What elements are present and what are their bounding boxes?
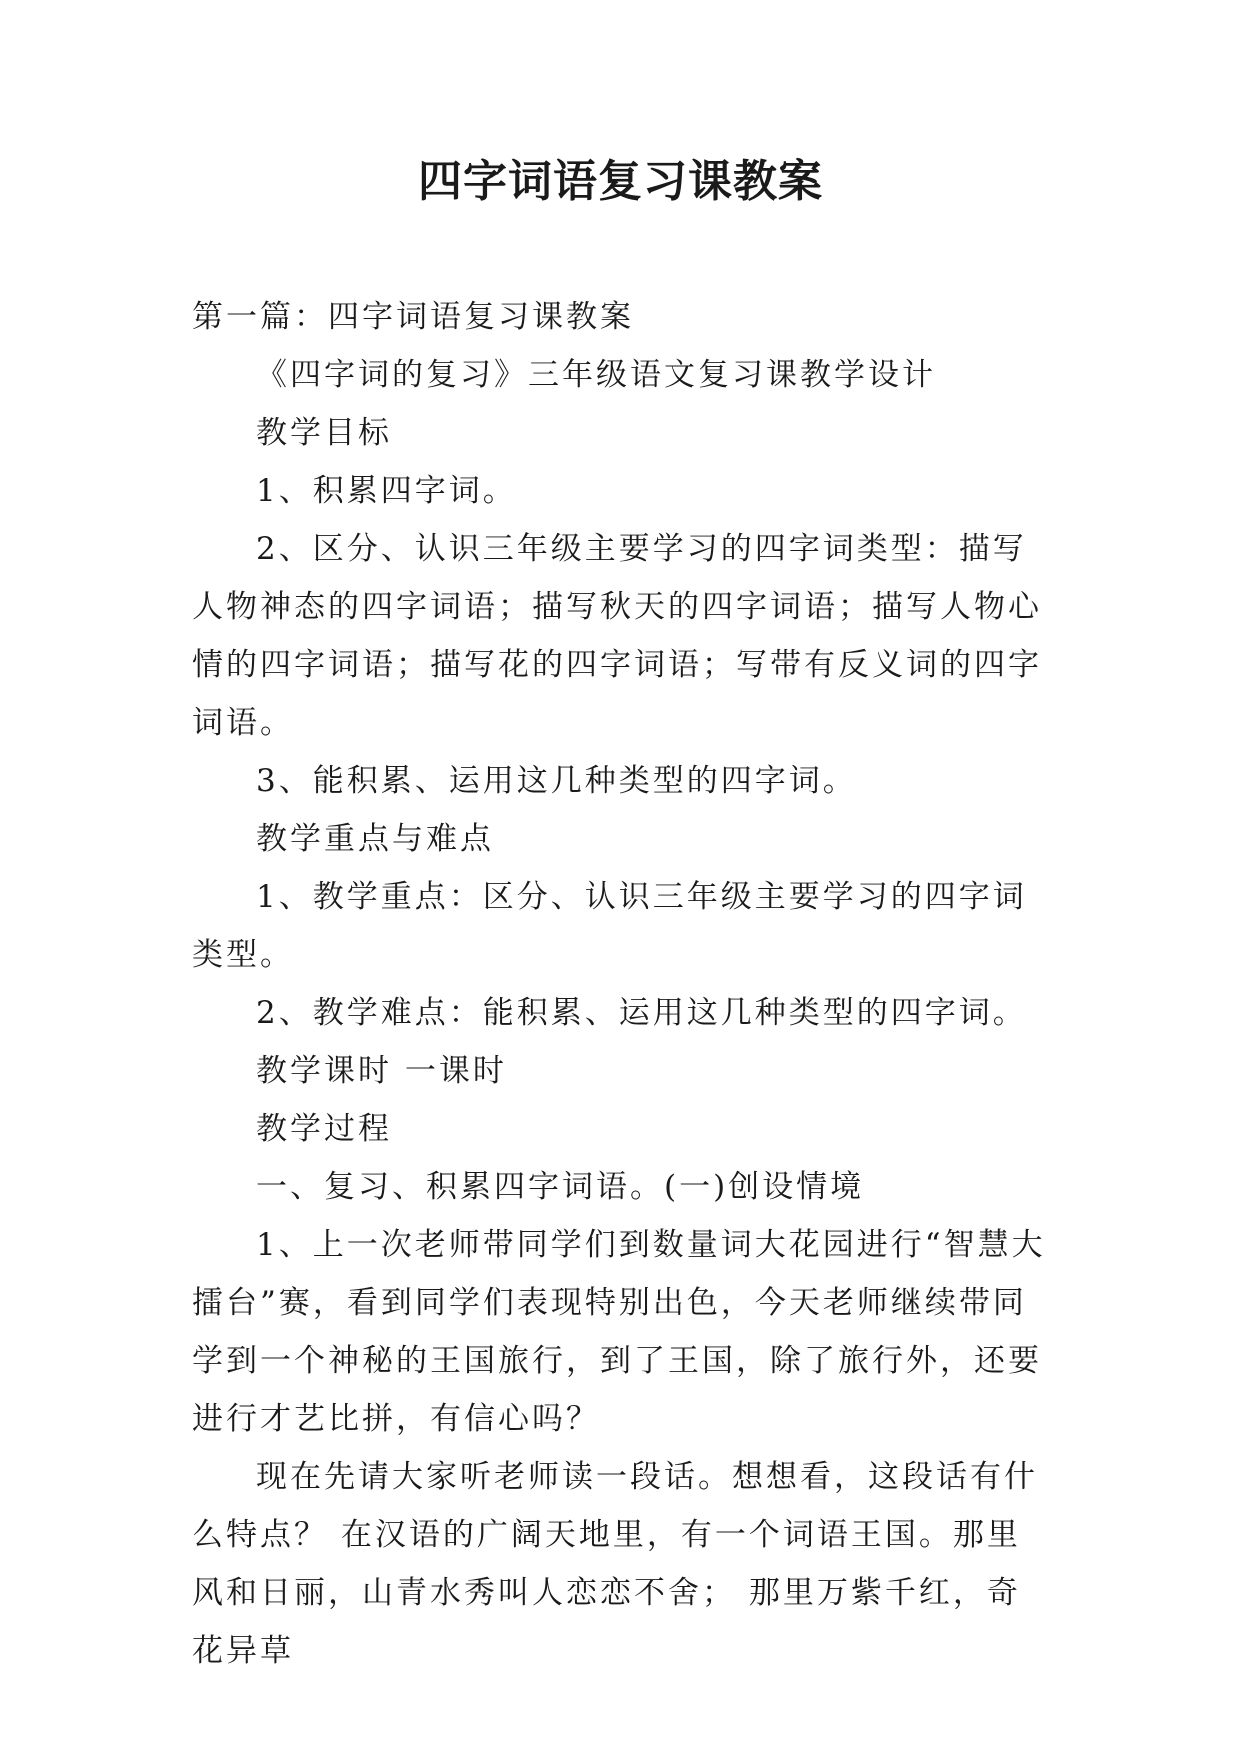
key-point-2: 2、教学难点：能积累、运用这几种类型的四字词。 (256, 995, 1027, 1031)
goal-item-3: 3、能积累、运用这几种类型的四字词。 (256, 763, 857, 799)
document-title: 四字词语复习课教案 (418, 156, 823, 207)
key-point-1: 1、教学重点：区分、认识三年级主要学习的四字词类型。 (192, 879, 1027, 973)
lesson-subtitle: 《四字词的复习》三年级语文复习课教学设计 (256, 357, 936, 393)
heading-teaching-goals: 教学目标 (256, 415, 392, 451)
process-paragraph-2: 现在先请大家听老师读一段话。想想看，这段话有什么特点？ 在汉语的广阔天地里，有一个词语王国。那里风和日丽，山青水秀叫人恋恋不舍； 那里万紫千红，奇花异草 (192, 1459, 1038, 1669)
process-paragraph-1: 1、上一次老师带同学们到数量词大花园进行“智慧大擂台”赛，看到同学们表现特别出色，今天老师继续带同学到一个神秘的王国旅行，到了王国，除了旅行外，还要进行才艺比拼，有信心吗？ (192, 1227, 1046, 1437)
section-heading: 第一篇：四字词语复习课教案 (192, 299, 634, 335)
goal-item-2: 2、区分、认识三年级主要学习的四字词类型：描写人物神态的四字词语；描写秋天的四字词语；描写人物心情的四字词语；描写花的四字词语；写带有反义词的四字词语。 (192, 531, 1042, 741)
class-hours: 教学课时 一课时 (256, 1053, 507, 1089)
process-step-1: 一、复习、积累四字词语。(一)创设情境 (256, 1169, 865, 1205)
heading-teaching-process: 教学过程 (256, 1111, 392, 1147)
document-body (192, 288, 1052, 1680)
heading-key-points: 教学重点与难点 (256, 821, 494, 857)
goal-item-1: 1、积累四字词。 (256, 473, 517, 509)
